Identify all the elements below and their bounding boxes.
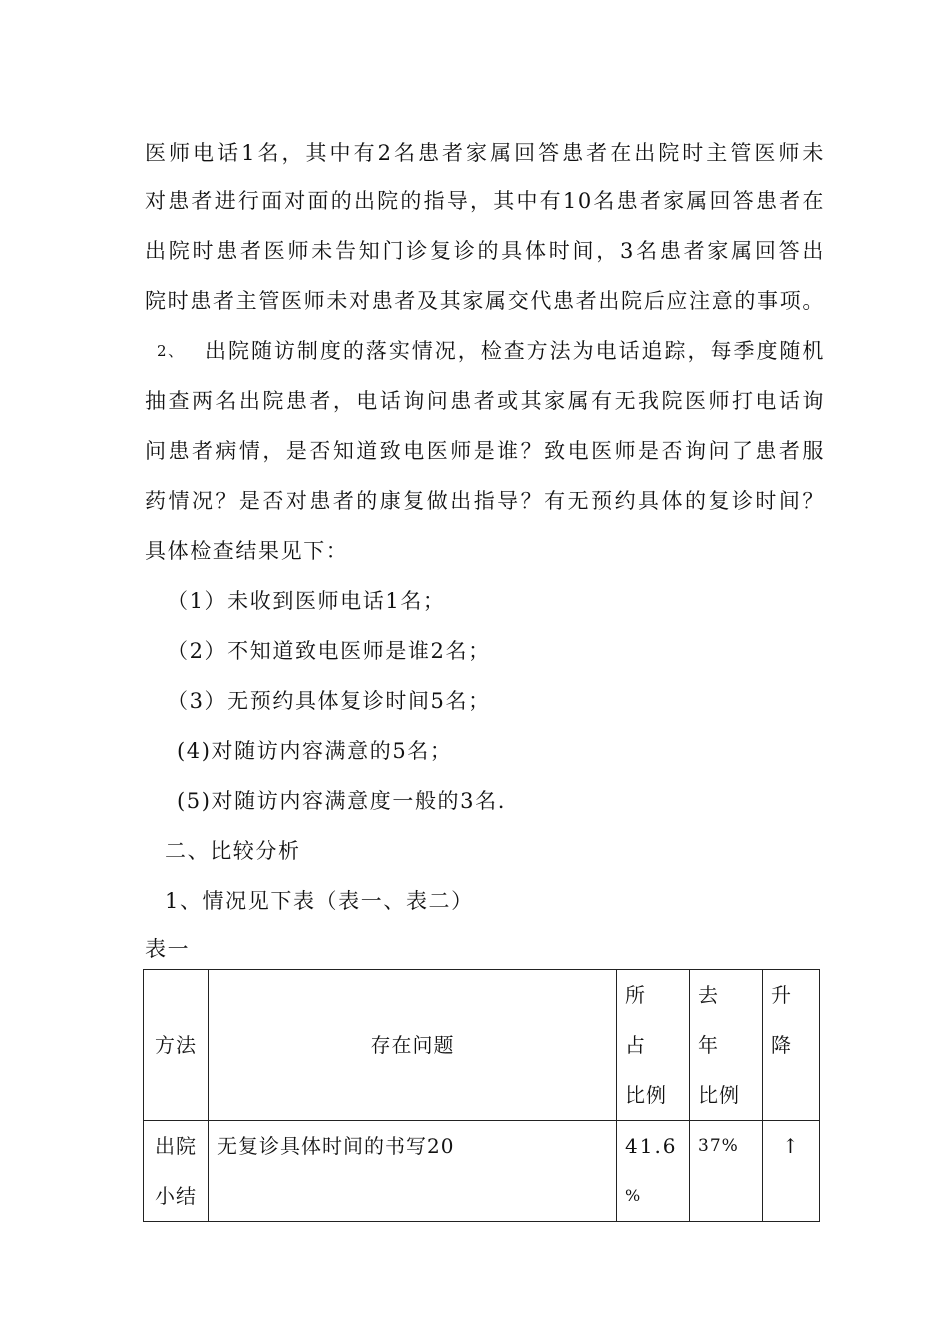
section-heading: 二、比较分析 — [165, 839, 301, 863]
result-item: （2）不知道致电医师是谁2名； — [167, 639, 491, 663]
table-caption: 表一 — [145, 937, 191, 961]
paragraph-line: 出院时患者医师未告知门诊复诊的具体时间，3名患者家属回答出 — [145, 239, 825, 263]
paragraph-line: 出院随访制度的落实情况，检查方法为电话追踪，每季度随机 — [205, 339, 825, 363]
result-item: (5)对随访内容满意度一般的3名. — [177, 789, 506, 813]
section-item: 1、情况见下表（表一、表二） — [165, 889, 474, 913]
header-trend: 升 降 — [763, 970, 820, 1121]
result-item: （3）无预约具体复诊时间5名； — [167, 689, 491, 713]
paragraph-line: 具体检查结果见下： — [145, 539, 349, 563]
cell-issue: 无复诊具体时间的书写20 — [209, 1121, 617, 1222]
paragraph-line: 问患者病情，是否知道致电医师是谁？致电医师是否询问了患者服 — [145, 439, 825, 463]
cell-method: 出院 小结 — [144, 1121, 209, 1222]
paragraph-line: 院时患者主管医师未对患者及其家属交代患者出院后应注意的事项。 — [145, 289, 825, 313]
table-row — [144, 1121, 820, 1222]
cell-trend: ↑ — [763, 1121, 820, 1222]
header-last-year: 去 年 比例 — [690, 970, 763, 1121]
cell-last-year: 37% — [690, 1121, 763, 1222]
paragraph-line: 药情况？是否对患者的康复做出指导？有无预约具体的复诊时间？ — [145, 489, 825, 513]
header-ratio: 所 占 比例 — [617, 970, 690, 1121]
result-item: (4)对随访内容满意的5名； — [177, 739, 453, 763]
item-number: 2、 — [157, 342, 185, 360]
paragraph-line: 医师电话1名，其中有2名患者家属回答患者在出院时主管医师未 — [145, 141, 825, 165]
comparison-table — [143, 969, 820, 1222]
cell-ratio: 41.6 % — [617, 1121, 690, 1222]
header-issue: 存在问题 — [209, 970, 617, 1121]
result-item: （1）未收到医师电话1名； — [167, 589, 446, 613]
table-header-row — [144, 970, 820, 1121]
header-method: 方法 — [144, 970, 209, 1121]
paragraph-line: 对患者进行面对面的出院的指导，其中有10名患者家属回答患者在 — [145, 189, 825, 213]
paragraph-line: 抽查两名出院患者，电话询问患者或其家属有无我院医师打电话询 — [145, 389, 825, 413]
